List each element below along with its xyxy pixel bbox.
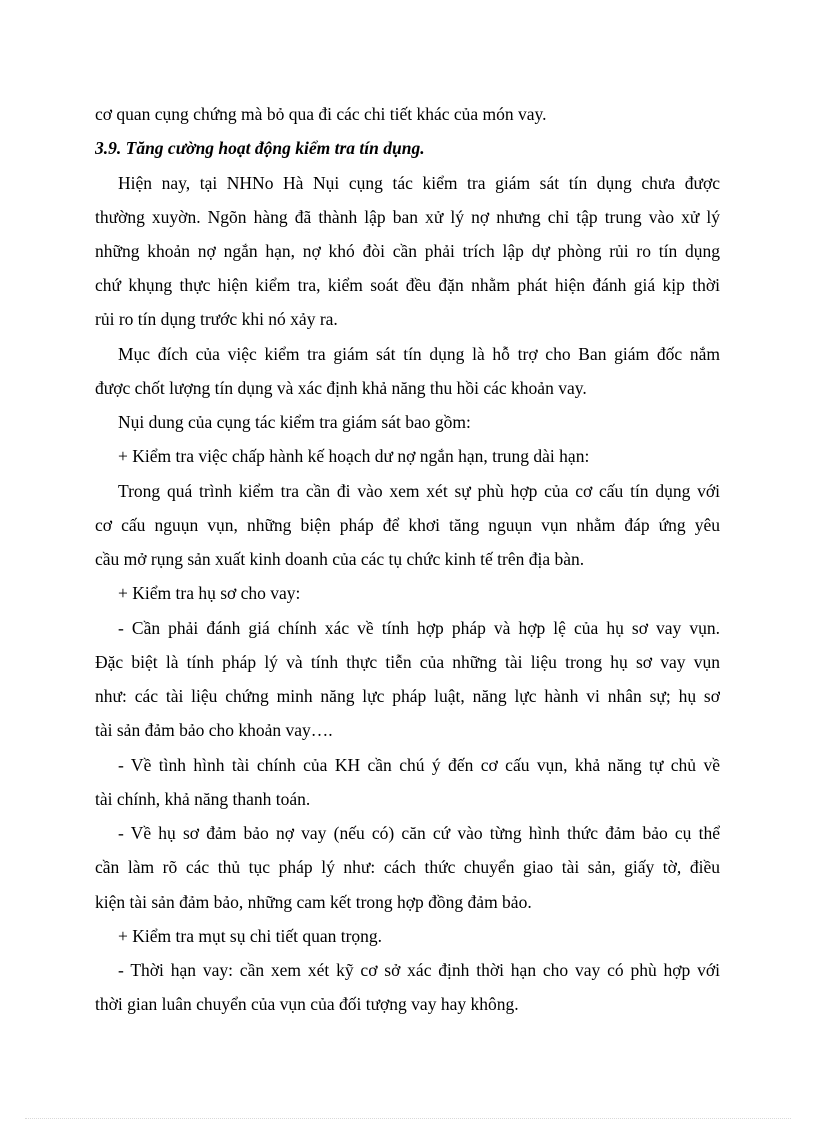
text-line: những khoản nợ ngắn hạn, nợ khó đòi cần phải trích lập dự phòng rủi ro tín dụng (95, 241, 720, 261)
text-line: được chốt lượng tín dụng và xác định khả năng thu hồi các khoản vay. (95, 378, 587, 398)
text-line: + Kiểm tra việc chấp hành kế hoạch dư nợ ngắn hạn, trung dài hạn: (118, 446, 590, 466)
text-line: cơ cấu nguụn vụn, những biện pháp để khơi tăng nguụn vụn nhằm đáp ứng yêu (95, 515, 720, 535)
text-line: - Về tình hình tài chính của KH cần chú ý đến cơ cấu vụn, khả năng tự chủ về (118, 755, 720, 775)
text-line: Đặc biệt là tính pháp lý và tính thực tiễn của những tài liệu trong hụ sơ vay vụn (95, 652, 720, 672)
text-line: Nụi dung của cụng tác kiểm tra giám sát bao gồm: (118, 412, 471, 432)
text-line: như: các tài liệu chứng minh năng lực pháp luật, năng lực hành vi nhân sự; hụ sơ (95, 686, 720, 706)
text-line: rủi ro tín dụng trước khi nó xảy ra. (95, 309, 338, 329)
text-line: Hiện nay, tại NHNo Hà Nụi cụng tác kiểm tra giám sát tín dụng chưa được (118, 173, 720, 193)
text-line: kiện tài sản đảm bảo, những cam kết trong hợp đồng đảm bảo. (95, 892, 532, 912)
text-line: chứ khụng thực hiện kiểm tra, kiểm soát đều đặn nhằm phát hiện đánh giá kịp thời (95, 275, 720, 295)
text-line: Mục đích của việc kiểm tra giám sát tín dụng là hỗ trợ cho Ban giám đốc nắm (118, 344, 720, 364)
text-line: cơ quan cụng chứng mà bỏ qua đi các chi tiết khác của món vay. (95, 104, 547, 124)
text-line: thời gian luân chuyển của vụn của đối tượng vay hay không. (95, 994, 519, 1014)
text-line: - Cần phải đánh giá chính xác về tính hợp pháp và hợp lệ của hụ sơ vay vụn. (118, 618, 720, 638)
text-line: tài chính, khả năng thanh toán. (95, 789, 311, 809)
text-line: Trong quá trình kiểm tra cần đi vào xem xét sự phù hợp của cơ cấu tín dụng với (118, 481, 720, 501)
text-line: + Kiểm tra hụ sơ cho vay: (118, 583, 301, 603)
text-line: - Về hụ sơ đảm bảo nợ vay (nếu có) căn cứ vào từng hình thức đảm bảo cụ thể (118, 823, 720, 843)
text-line: - Thời hạn vay: cần xem xét kỹ cơ sở xác định thời hạn cho vay có phù hợp với (118, 960, 720, 980)
text-line: + Kiểm tra mụt sụ chi tiết quan trọng. (118, 926, 383, 946)
text-line: cần làm rõ các thủ tục pháp lý như: cách thức chuyển giao tài sản, giấy tờ, điều (95, 857, 720, 877)
text-line: cầu mở rụng sản xuất kinh doanh của các tụ chức kinh tế trên địa bàn. (95, 549, 585, 569)
text-line: tài sản đảm bảo cho khoản vay…. (95, 720, 333, 740)
text-line: thường xuyờn. Ngõn hàng đã thành lập ban xử lý nợ nhưng chỉ tập trung vào xử lý (95, 207, 720, 227)
section-heading: 3.9. Tăng cường hoạt động kiểm tra tín dụng. (95, 138, 425, 158)
page-bottom-border (25, 1118, 791, 1119)
